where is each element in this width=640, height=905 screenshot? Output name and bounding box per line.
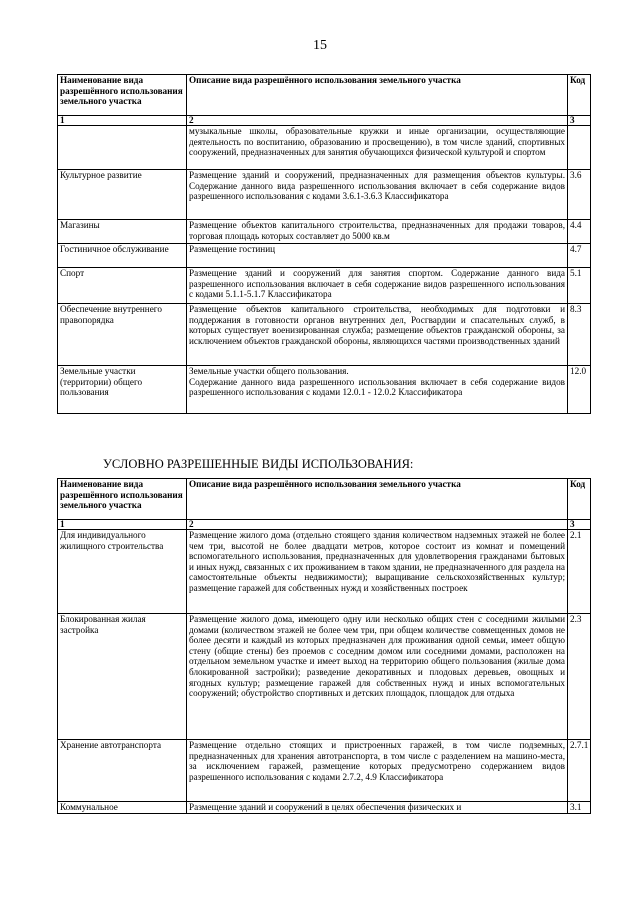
- col-num-1: 1: [58, 116, 187, 126]
- table-row: [58, 220, 591, 244]
- use-description: Земельные участки общего пользования. Содержание данного вида разрешенного использования включает в себя содержание видов разрешенного использования с кодами 12.0.1 - 12.0.2 Классификатора: [187, 366, 568, 414]
- use-name: Земельные участки (территории) общего пользования: [58, 366, 187, 414]
- use-name: Хранение автотранспорта: [58, 740, 187, 802]
- column-number-row: [58, 520, 591, 530]
- table-header-row: [58, 75, 591, 116]
- use-description: Размещение объектов капитального строительства, необходимых для подготовки и поддержания в готовности органов внутренних дел, Росгвардии и спасательных служб, в которых существует военизированная служба; размещение объектов гражданской обороны, за исключением объектов гражданской обороны, являющихся частями производственных зданий: [187, 304, 568, 366]
- use-code: 2.3: [568, 614, 591, 740]
- section-title: УСЛОВНО РАЗРЕШЕННЫЕ ВИДЫ ИСПОЛЬЗОВАНИЯ:: [103, 457, 414, 471]
- use-code: 8.3: [568, 304, 591, 366]
- table-row: [58, 802, 591, 814]
- use-name: Для индивидуального жилищного строительства: [58, 530, 187, 614]
- table1-body: [58, 75, 591, 414]
- use-name: Магазины: [58, 220, 187, 244]
- use-code: [568, 126, 591, 170]
- column-number-row: [58, 116, 591, 126]
- col-num-2: 2: [187, 116, 568, 126]
- use-name: Спорт: [58, 268, 187, 304]
- use-name: Обеспечение внутреннего правопорядка: [58, 304, 187, 366]
- conditional-uses-table: [57, 478, 591, 814]
- header-code: Код: [568, 479, 591, 520]
- use-code: 3.6: [568, 170, 591, 220]
- col-num-1: 1: [58, 520, 187, 530]
- table-header-row: [58, 479, 591, 520]
- use-code: 4.4: [568, 220, 591, 244]
- table-row: [58, 366, 591, 414]
- use-name: Блокированная жилая застройка: [58, 614, 187, 740]
- col-num-3: 3: [568, 520, 591, 530]
- use-name: [58, 126, 187, 170]
- header-name: Наименование вида разрешённого использования земельного участка: [58, 75, 187, 116]
- page-number: 15: [313, 38, 327, 53]
- use-description: Размещение зданий и сооружений, предназначенных для размещения объектов культуры. Содержание данного вида разрешенного использования включает в себя содержание видов разрешенного использования с кодами 3.6.1-3.6.3 Классификатора: [187, 170, 568, 220]
- col-num-2: 2: [187, 520, 568, 530]
- use-code: 4.7: [568, 244, 591, 268]
- permitted-uses-table: [57, 74, 591, 414]
- table-row: [58, 530, 591, 614]
- use-name: Культурное развитие: [58, 170, 187, 220]
- use-description: Размещение зданий и сооружений для занятия спортом. Содержание данного вида разрешенного использования включает в себя содержание видов разрешенного использования с кодами 5.1.1-5.1.7 Классификатора: [187, 268, 568, 304]
- use-description: Размещение гостиниц: [187, 244, 568, 268]
- table-row: [58, 126, 591, 170]
- use-description: Размещение жилого дома, имеющего одну или несколько общих стен с соседними жилыми домами (количеством этажей не более чем три, при общем количестве совмещенных домов не более десяти и каждый из которых предназначен для проживания одной семьи, имеет общую стену (общие стены) без проемов с соседним домом или соседними домами, расположен на отдельном земельном участке и имеет выход на территорию общего пользования (жилые дома блокированной застройки); разведение декоративных и плодовых деревьев, овощных и ягодных культур; размещение гаражей для собственных нужд и иных вспомогательных сооружений; обустройство спортивных и детских площадок, площадок для отдыха: [187, 614, 568, 740]
- use-description: Размещение жилого дома (отдельно стоящего здания количеством надземных этажей не более чем три, высотой не более двадцати метров, которое состоит из комнат и помещений вспомогательного использования, предназначенных для удовлетворения гражданами бытовых и иных нужд, связанных с их проживанием в таком здании, не предназначенного для раздела на самостоятельные объекты недвижимости); выращивание сельскохозяйственных культур; размещение гаражей для собственных нужд и хозяйственных построек: [187, 530, 568, 614]
- use-name: Коммунальное: [58, 802, 187, 814]
- use-description: музыкальные школы, образовательные кружки и иные организации, осуществляющие деятельность по воспитанию, образованию и просвещению), в том числе зданий, спортивных сооружений, предназначенных для занятия обучающихся физической культурой и спортом: [187, 126, 568, 170]
- table-row: [58, 268, 591, 304]
- use-description: Размещение отдельно стоящих и пристроенных гаражей, в том числе подземных, предназначенных для хранения автотранспорта, в том числе с разделением на машино-места, за исключением гаражей, размещение которых предусмотрено содержанием видов разрешенного использования с кодами 2.7.2, 4.9 Классификатора: [187, 740, 568, 802]
- header-name: Наименование вида разрешённого использования земельного участка: [58, 479, 187, 520]
- table-row: [58, 740, 591, 802]
- header-description: Описание вида разрешённого использования земельного участка: [187, 479, 568, 520]
- use-description: Размещение зданий и сооружений в целях обеспечения физических и: [187, 802, 568, 814]
- table-row: [58, 244, 591, 268]
- use-description: Размещение объектов капитального строительства, предназначенных для продажи товаров, торговая площадь которых составляет до 5000 кв.м: [187, 220, 568, 244]
- use-code: 5.1: [568, 268, 591, 304]
- table-row: [58, 170, 591, 220]
- use-code: 2.7.1: [568, 740, 591, 802]
- col-num-3: 3: [568, 116, 591, 126]
- use-code: 12.0: [568, 366, 591, 414]
- use-code: 2.1: [568, 530, 591, 614]
- use-name: Гостиничное обслуживание: [58, 244, 187, 268]
- use-code: 3.1: [568, 802, 591, 814]
- table2-body: [58, 479, 591, 814]
- table-row: [58, 304, 591, 366]
- table-row: [58, 614, 591, 740]
- header-code: Код: [568, 75, 591, 116]
- header-description: Описание вида разрешённого использования земельного участка: [187, 75, 568, 116]
